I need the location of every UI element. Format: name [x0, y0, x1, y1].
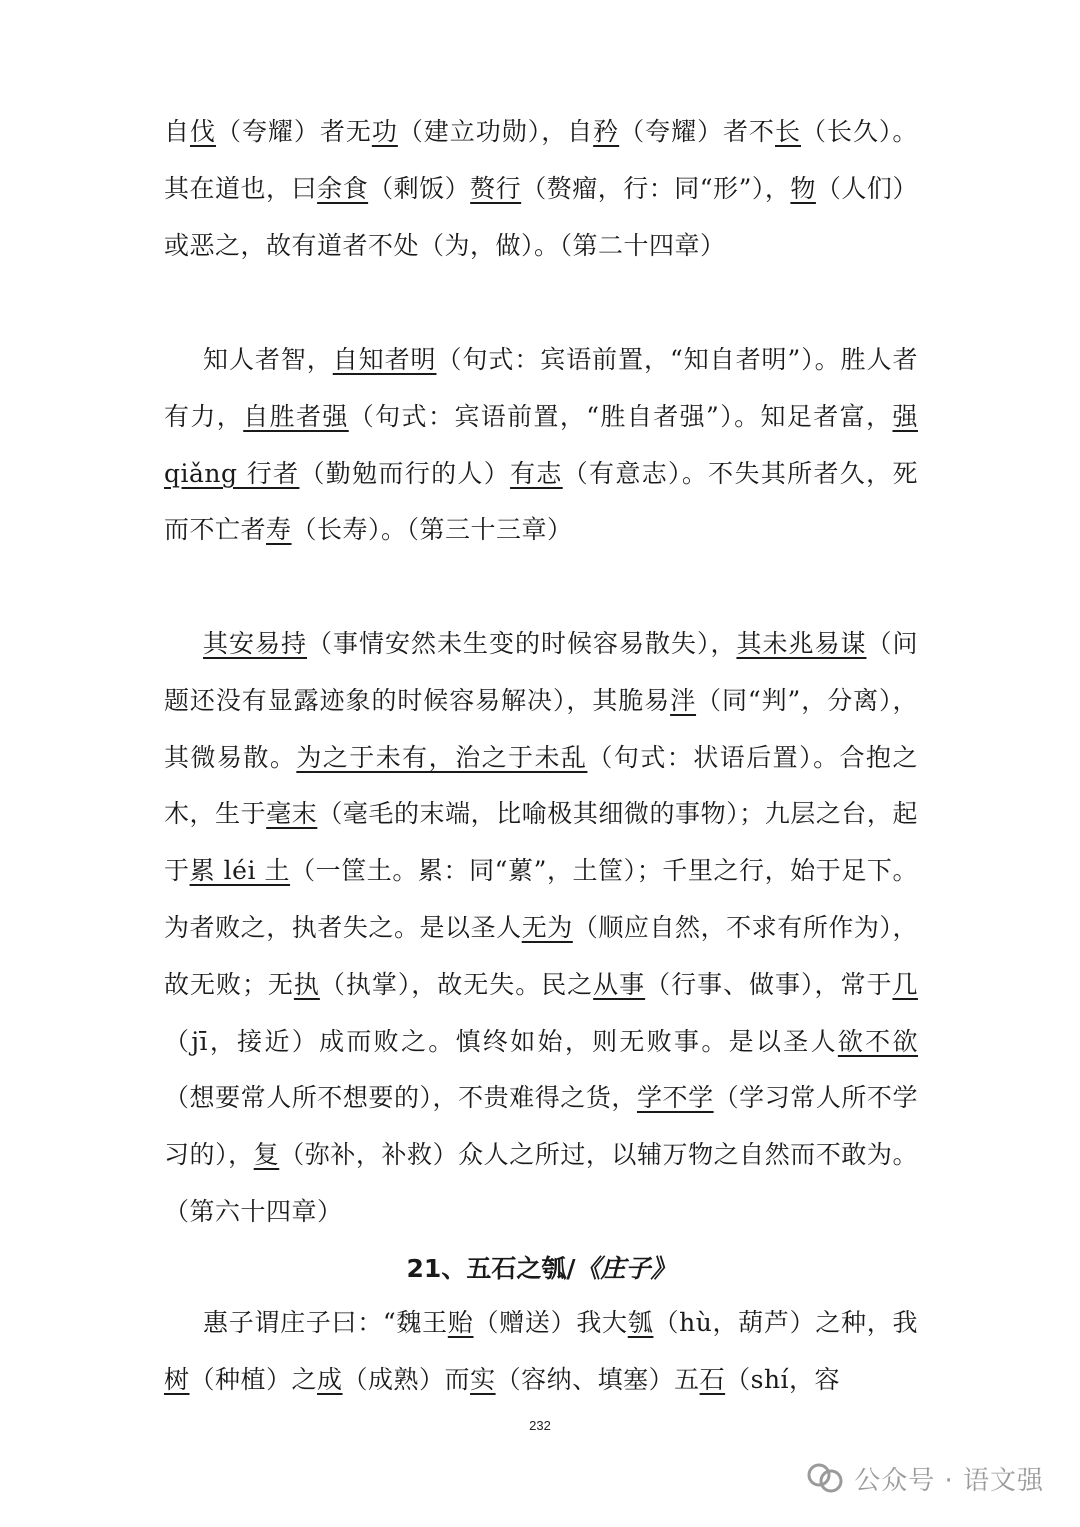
watermark	[806, 1458, 1044, 1498]
text-run: （shí，容	[725, 1364, 841, 1394]
paragraph-chapter-64	[164, 616, 918, 1241]
annotated-term: 为之于未有，治之于未乱	[296, 742, 588, 772]
annotated-term: 长	[775, 117, 801, 146]
annotated-term: 几	[892, 969, 918, 999]
annotated-term: 学不学	[636, 1083, 714, 1113]
text-run: （赠送）我大	[473, 1308, 628, 1337]
paragraph-chapter-33	[164, 332, 918, 559]
text-run: 自	[164, 117, 190, 146]
annotated-term: 余食	[317, 173, 369, 203]
text-run: （顺应自然，不求有所作为），故无败；无	[164, 912, 918, 999]
annotated-term: 从事	[593, 969, 646, 999]
annotated-term: 树	[164, 1364, 190, 1394]
text-run: 惠子谓庄子曰：“魏王	[203, 1308, 448, 1337]
text-run: （句式：宾语前置，“知自者明”）。胜人者有力，	[164, 345, 918, 431]
text-run: （行事、做事），常于	[645, 969, 893, 999]
annotated-term: 有志	[510, 458, 563, 488]
text-run: （剩饭）	[368, 173, 471, 203]
text-run: （有意志）。不失其所者久，死而不亡者	[164, 458, 918, 545]
text-run: （执掌），故无失。民之	[319, 969, 594, 999]
annotated-term: 瓠	[627, 1308, 654, 1337]
text-run: （毫毛的末端，比喻极其细微的事物）；九层之台，起于	[164, 799, 918, 886]
text-run: （夸耀）者无	[215, 117, 372, 146]
wechat-official-account-icon	[806, 1462, 844, 1494]
annotated-term: 欲不欲	[837, 1026, 918, 1056]
annotated-term: 实	[470, 1364, 496, 1394]
text-run: （弥补，补救）众人之所过，以辅万物之自然而不敢为。（第六十四章）	[164, 1140, 918, 1226]
annotated-term: 强 qiǎng 行者	[164, 401, 918, 488]
annotated-term: 无为	[521, 912, 573, 942]
text-run: （种植）之	[189, 1364, 318, 1394]
text-run: （学习常人所不学习的），	[164, 1083, 918, 1170]
text-run: （容纳、填塞）五	[495, 1364, 700, 1394]
text-run: （勤勉而行的人）	[299, 458, 511, 488]
annotated-term: 伐	[189, 117, 216, 146]
text-run: （成熟）而	[342, 1364, 471, 1394]
text-run: （hù，葫芦）之种，我	[653, 1308, 918, 1337]
section-heading	[164, 1249, 918, 1289]
text-run: （人们）或恶之，故有道者不处（为，做）。（第二十四章）	[164, 173, 918, 260]
annotated-term: 自知者明	[332, 345, 437, 374]
text-run: （赘瘤，行：同“形”），	[521, 173, 791, 203]
annotated-term: 其安易持	[203, 629, 307, 658]
text-run: （jī，接近）成而败之。慎终如始，则无败事。是以圣人	[164, 1026, 838, 1056]
annotated-term: 物	[790, 173, 816, 203]
annotated-term: 成	[317, 1364, 343, 1394]
paragraph-zhuangzi	[164, 1295, 918, 1409]
section-heading-book: 《庄子》	[575, 1254, 676, 1283]
annotated-term: 执	[293, 969, 320, 999]
annotated-term: 自胜者强	[243, 401, 349, 431]
text-run: （长久）。其在道也，曰	[164, 117, 918, 203]
text-run: （事情安然未生变的时候容易散失），	[307, 629, 737, 658]
annotated-term: 贻	[447, 1308, 474, 1337]
text-run: （夸耀）者不	[619, 117, 776, 146]
text-run: （想要常人所不想要的），不贵难得之货，	[164, 1083, 637, 1113]
text-run: （建立功勋），自	[397, 117, 594, 146]
text-run: （句式：宾语前置，“胜自者强”）。知足者富，	[348, 401, 893, 431]
watermark-text: 公众号 · 语文强	[854, 1465, 1044, 1496]
text-run: 知人者智，	[203, 345, 333, 374]
annotated-term: 功	[371, 117, 398, 146]
text-run: （一筐土。累：同“蔂”，土筐）；千里之行，始于足下。为者败之，执者失之。是以圣人	[164, 856, 918, 942]
annotated-term: 矜	[593, 117, 620, 146]
annotated-term: 累 léi 土	[189, 856, 291, 886]
text-run: （句式：状语后置）。合抱之木，生于	[164, 742, 918, 829]
paragraph-chapter-24	[164, 104, 918, 274]
annotated-term: 复	[253, 1140, 280, 1170]
text-run: （问题还没有显露迹象的时候容易解决），其脆易	[164, 629, 918, 715]
annotated-term: 毫末	[266, 799, 318, 829]
text-run: （长寿）。（第三十三章）	[291, 515, 573, 545]
annotated-term: 赘行	[470, 173, 522, 203]
page-number: 232	[529, 1418, 551, 1433]
annotated-term: 寿	[266, 515, 292, 545]
annotated-term: 泮	[670, 685, 697, 715]
annotated-term: 石	[699, 1364, 726, 1394]
text-run: （同“判”，分离），其微易散。	[164, 685, 918, 772]
annotated-term: 其未兆易谋	[736, 629, 867, 658]
section-heading-text: 21、五石之瓠/	[406, 1254, 576, 1283]
